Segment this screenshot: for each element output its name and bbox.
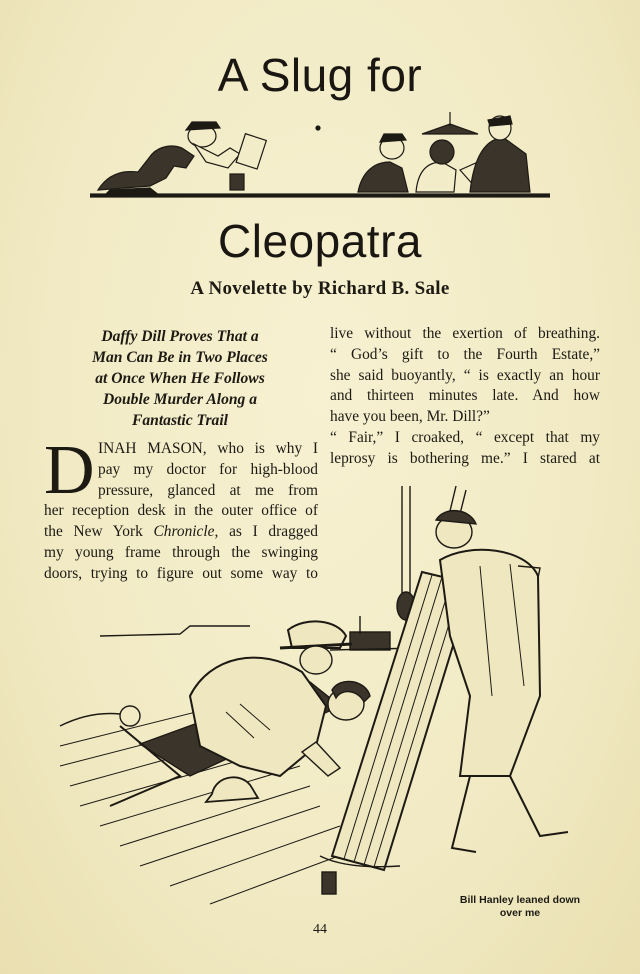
story-deck [44, 326, 316, 431]
body-text-right-column [330, 324, 600, 470]
deck-line: Double Murder Along a [102, 391, 258, 408]
header-illustration [90, 108, 550, 206]
body-line: have you been, Mr. Dill?” [330, 408, 490, 426]
body-line: “ Fair,” I croaked, “ except that my [330, 428, 600, 446]
caption-line: over me [499, 907, 541, 919]
body-line-head: the New York [44, 523, 154, 541]
caption-line: Bill Hanley leaned down [459, 894, 581, 906]
body-line: leprosy is bothering me.” I stared at [330, 449, 600, 467]
newspaper-name: Chronicle, [153, 523, 219, 541]
body-line: INAH MASON, who is why I [98, 440, 318, 457]
story-illustration [40, 476, 600, 916]
deck-line: Man Can Be in Two Places [92, 349, 268, 366]
deck-line: Daffy Dill Proves That a [101, 328, 259, 345]
page-number: 44 [313, 922, 327, 937]
body-line: pay my doctor for high-blood [98, 460, 318, 478]
body-line: live without the exertion of breathing. [330, 325, 600, 342]
body-line: she said buoyantly, “ is exactly an hour [330, 366, 600, 384]
body-line: my young frame through the swinging [44, 543, 318, 561]
body-line: doors, trying to figure out some way to [44, 564, 318, 582]
body-line: “ God’s gift to the Fourth Estate,” [330, 345, 600, 363]
story-title-line-2: Cleopatra [218, 215, 422, 267]
deck-line: Fantastic Trail [131, 412, 229, 429]
drop-cap: D [44, 432, 95, 509]
story-title-line-1: A Slug for [217, 49, 423, 101]
body-line-tail: as I dragged [218, 523, 318, 541]
body-line: pressure, glanced at me from [98, 481, 318, 499]
body-line: and thirteen minutes late. And how [330, 387, 600, 405]
deck-line: at Once When He Follows [95, 370, 265, 387]
illustration-caption [440, 894, 600, 920]
body-line: her reception desk in the outer office of [44, 502, 318, 520]
byline: A Novelette by Richard B. Sale [190, 278, 450, 299]
